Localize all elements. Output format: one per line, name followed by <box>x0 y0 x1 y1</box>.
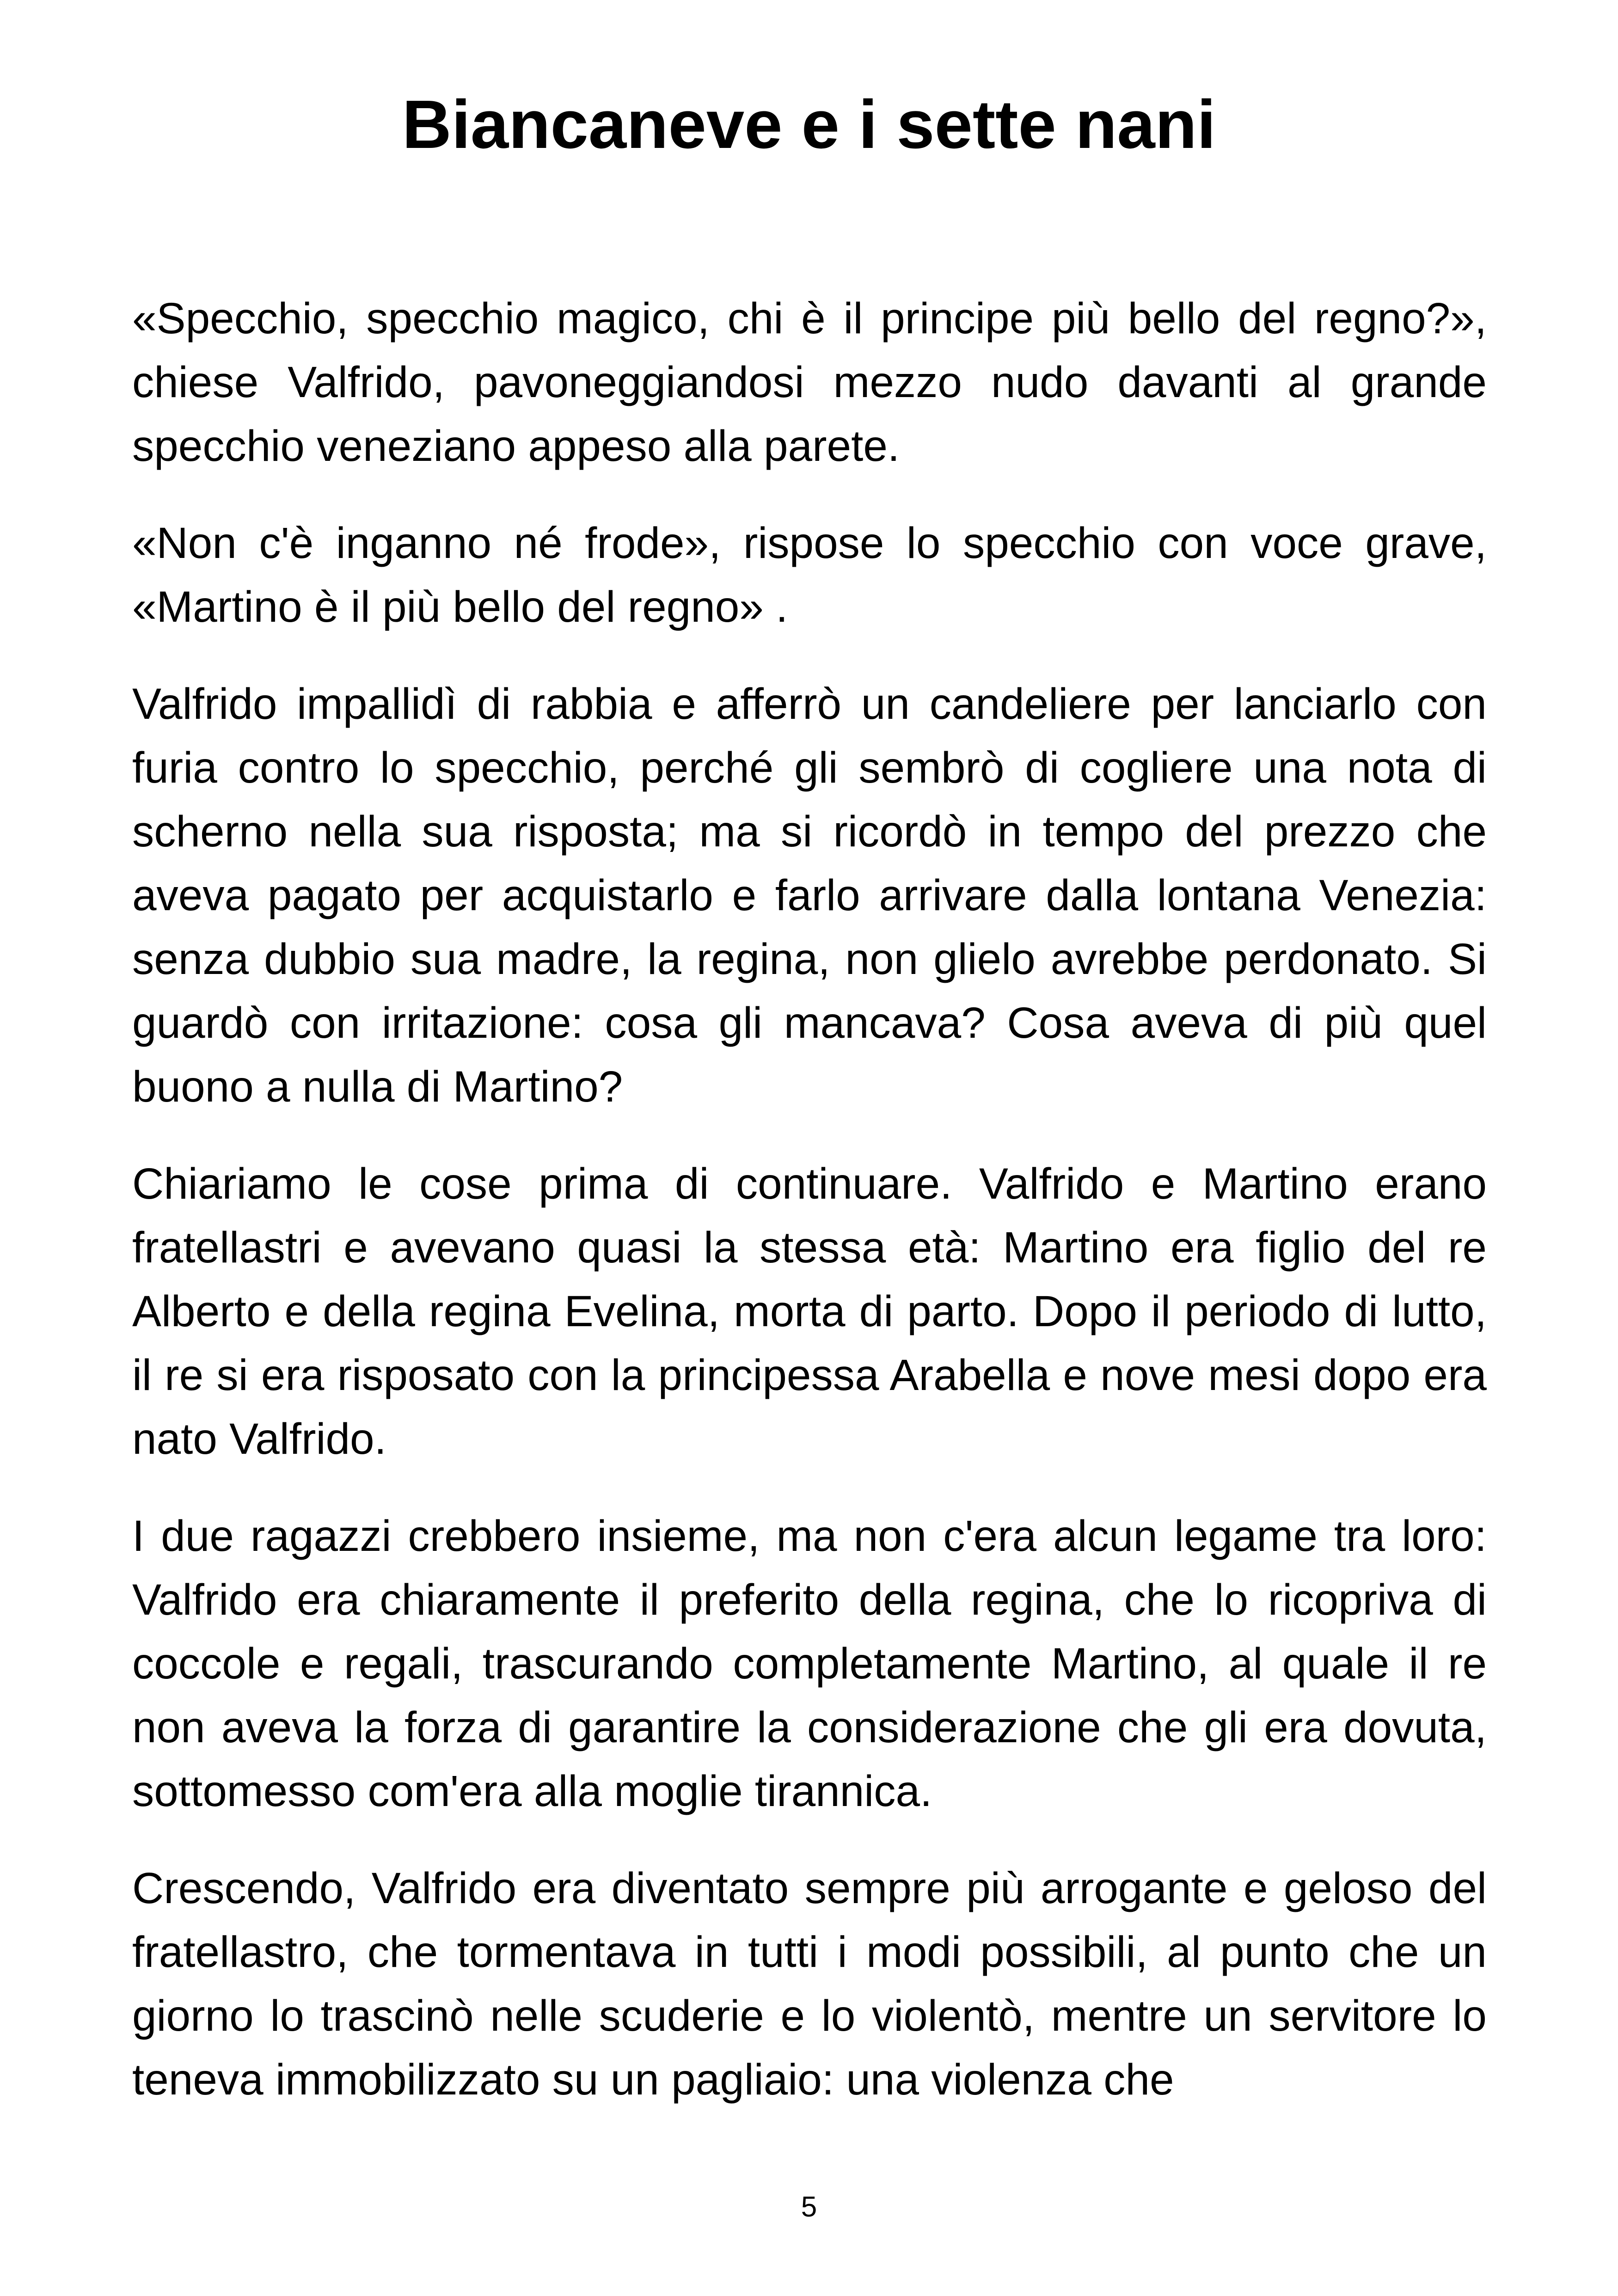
paragraph: «Specchio, specchio magico, chi è il principe più bello del regno?», chiese Valfrido, pavoneggiandosi mezzo nudo davanti al grande specchio veneziano appeso alla parete. <box>132 294 1487 471</box>
page-number: 5 <box>801 2191 817 2223</box>
paragraph: Valfrido impallidì di rabbia e afferrò un candeliere per lanciarlo con furia contro lo specchio, perché gli sembrò di cogliere una nota di scherno nella sua risposta; ma si ricordò in tempo del prezzo che aveva pagato per acquistarlo e farlo arrivare dalla lontana Venezia: senza dubbio sua madre, la regina, non glielo avrebbe perdonato. Si guardò con irritazione: cosa gli mancava? Cosa aveva di più quel buono a nulla di Martino? <box>132 680 1487 1111</box>
body-text <box>132 287 1487 2145</box>
page-title: Biancaneve e i sette nani <box>402 86 1216 163</box>
paragraph: Crescendo, Valfrido era diventato sempre più arrogante e geloso del fratellastro, che tormentava in tutti i modi possibili, al punto che un giorno lo trascinò nelle scuderie e lo violentò, mentre un servitore lo teneva immobilizzato su un pagliaio: una violenza che <box>132 1864 1487 2104</box>
paragraph: I due ragazzi crebbero insieme, ma non c'era alcun legame tra loro: Valfrido era chiaramente il preferito della regina, che lo ricopriva di coccole e regali, trascurando completamente Martino, al quale il re non aveva la forza di garantire la considerazione che gli era dovuta, sottomesso com'era alla moglie tirannica. <box>132 1512 1487 1816</box>
paragraph: «Non c'è inganno né frode», rispose lo specchio con voce grave, «Martino è il più bello del regno» . <box>132 519 1487 631</box>
paragraph: Chiariamo le cose prima di continuare. Valfrido e Martino erano fratellastri e avevano quasi la stessa età: Martino era figlio del re Alberto e della regina Evelina, morta di parto. Dopo il periodo di lutto, il re si era risposato con la principessa Arabella e nove mesi dopo era nato Valfrido. <box>132 1159 1487 1463</box>
